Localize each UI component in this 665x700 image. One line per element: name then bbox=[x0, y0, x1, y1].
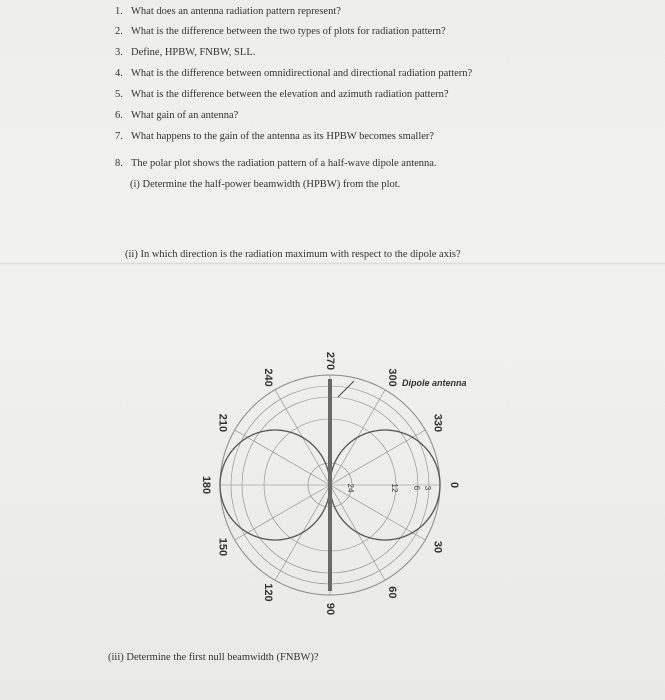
grid-spoke-330 bbox=[330, 430, 425, 485]
question-number: 5. bbox=[115, 89, 123, 100]
grid-spoke-150 bbox=[235, 485, 330, 540]
angle-label-330: 330 bbox=[431, 413, 444, 433]
question-2 bbox=[115, 26, 446, 37]
angle-label-300: 300 bbox=[386, 368, 399, 387]
question-text: What does an antenna radiation pattern represent? bbox=[131, 6, 341, 17]
question-number: 7. bbox=[115, 131, 123, 142]
angle-label-210: 210 bbox=[216, 413, 229, 433]
polar-plot bbox=[190, 340, 490, 630]
angle-label-120: 120 bbox=[262, 583, 275, 602]
question-3 bbox=[115, 47, 255, 58]
radial-label-3: 3 bbox=[423, 485, 432, 491]
subquestion-iii: (iii) Determine the first null beamwidth (FNBW)? bbox=[108, 652, 319, 663]
question-number: 8. bbox=[115, 158, 123, 169]
angle-label-30: 30 bbox=[431, 540, 444, 554]
radial-label-12: 12 bbox=[390, 483, 399, 493]
angle-label-270: 270 bbox=[324, 351, 337, 371]
page-fold-shadow bbox=[0, 262, 665, 265]
question-number: 1. bbox=[115, 6, 123, 17]
angle-label-60: 60 bbox=[386, 586, 399, 599]
angle-label-180: 180 bbox=[200, 475, 213, 495]
grid-spoke-30 bbox=[330, 485, 425, 540]
angle-label-0: 0 bbox=[448, 481, 461, 489]
angle-label-90: 90 bbox=[324, 602, 337, 616]
question-text: What happens to the gain of the antenna as its HPBW becomes smaller? bbox=[131, 131, 435, 142]
question-text: The polar plot shows the radiation pattern of a half-wave dipole antenna. bbox=[131, 158, 437, 169]
question-8 bbox=[115, 158, 437, 169]
question-7 bbox=[115, 131, 434, 142]
question-6 bbox=[115, 110, 238, 121]
dipole-pointer bbox=[338, 381, 354, 397]
subquestion-ii: (ii) In which direction is the radiation maximum with respect to the dipole axis? bbox=[125, 249, 461, 260]
question-number: 4. bbox=[115, 68, 123, 79]
question-text: Define, HPBW, FNBW, SLL. bbox=[131, 47, 256, 58]
angle-label-150: 150 bbox=[216, 537, 229, 557]
question-text: What is the difference between the elevation and azimuth radiation pattern? bbox=[131, 89, 449, 100]
radial-label-6: 6 bbox=[412, 485, 421, 491]
grid-spoke-210 bbox=[235, 430, 330, 485]
question-text: What is the difference between the two types of plots for radiation pattern? bbox=[131, 26, 446, 37]
subquestion-i: (i) Determine the half-power beamwidth (HPBW) from the plot. bbox=[130, 179, 401, 190]
question-1 bbox=[115, 6, 341, 17]
question-4 bbox=[115, 68, 472, 79]
radial-label-24: 24 bbox=[346, 483, 355, 493]
question-text: What is the difference between omnidirectional and directional radiation pattern? bbox=[131, 68, 473, 79]
question-number: 6. bbox=[115, 110, 123, 121]
angle-label-240: 240 bbox=[262, 368, 275, 387]
legend-dipole-antenna: Dipole antenna bbox=[402, 378, 467, 388]
question-number: 3. bbox=[115, 47, 123, 58]
question-text: What gain of an antenna? bbox=[131, 110, 239, 121]
question-number: 2. bbox=[115, 26, 123, 37]
question-5 bbox=[115, 89, 449, 100]
